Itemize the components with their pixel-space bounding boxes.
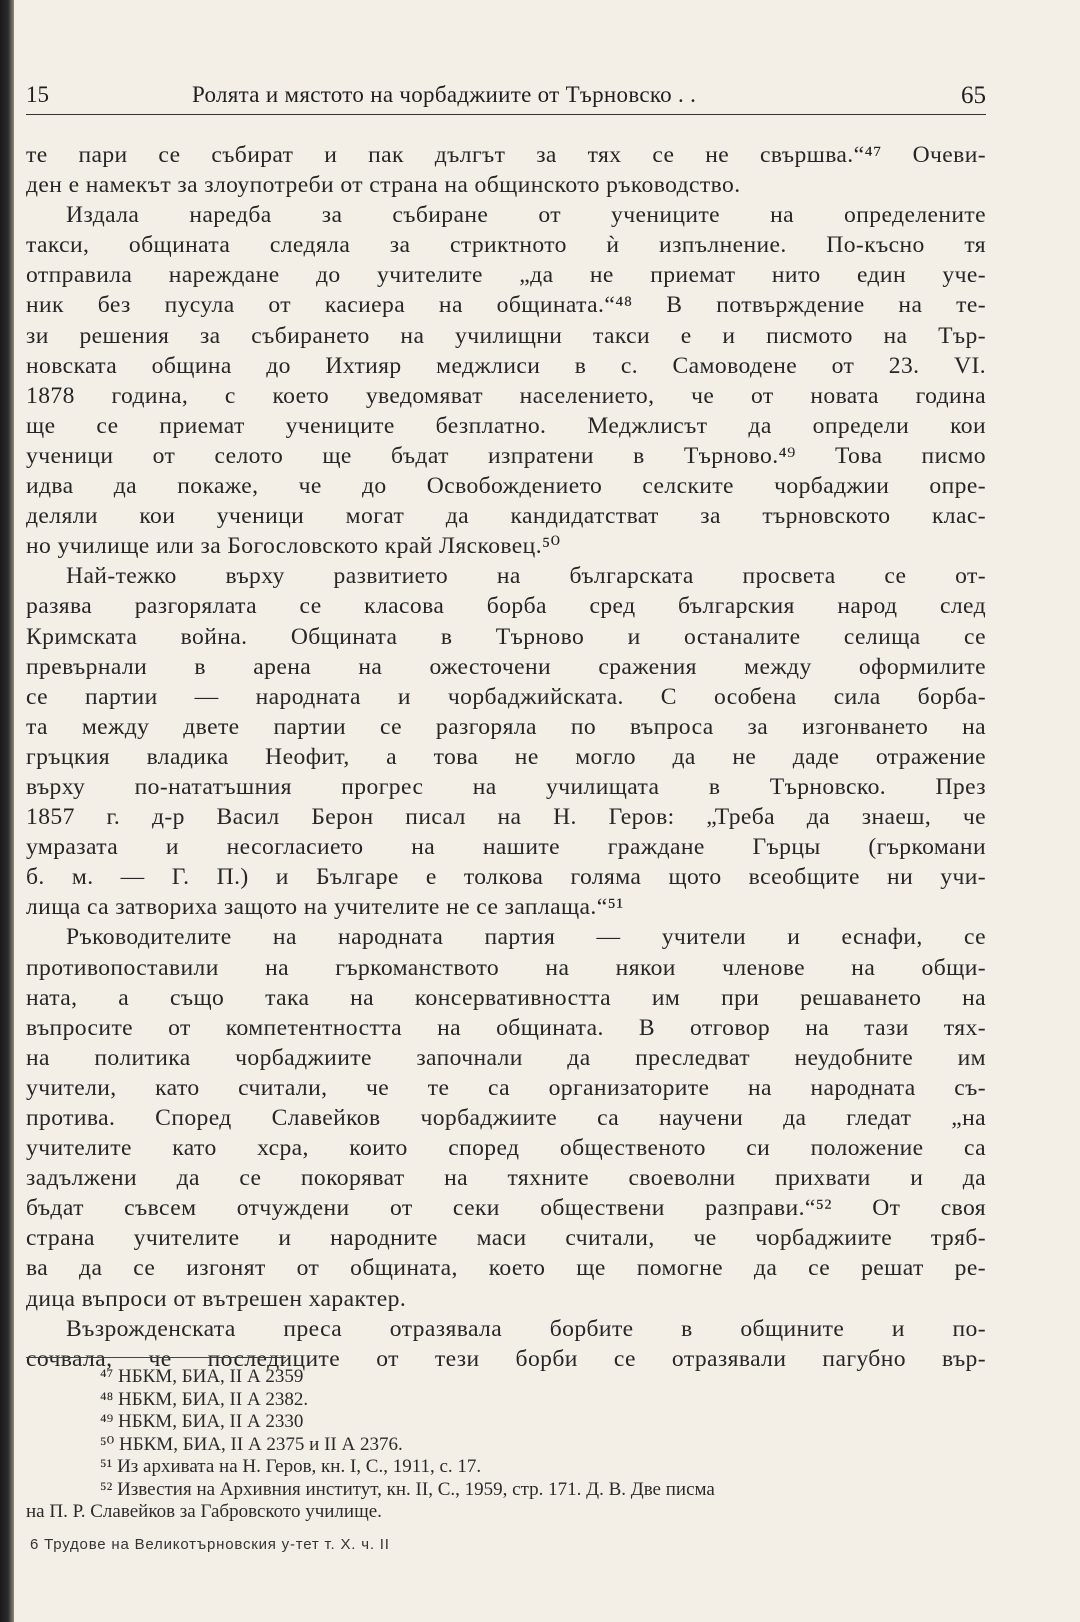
footnote: ⁵⁰ НБКМ, БИА, II А 2375 и II А 2376. bbox=[100, 1433, 403, 1455]
text-line: Най-тежко върху развитието на българската просвета се от- bbox=[66, 563, 986, 590]
text-line: страна учителите и народните маси считали, че чорбаджиите тряб- bbox=[26, 1225, 986, 1252]
text-line: дица въпроси от вътрешен характер. bbox=[26, 1285, 407, 1312]
header-left-number: 15 bbox=[26, 82, 49, 107]
text-line: умразата и несогласието на нашите граждане Гърцы (гъркомани bbox=[26, 834, 986, 861]
footnote: ⁴⁸ НБКМ, БИА, II А 2382. bbox=[100, 1388, 309, 1410]
binding-edge bbox=[0, 0, 14, 1622]
text-line: зи решения за събирането на училищни такси е и писмото на Тър- bbox=[26, 322, 986, 349]
footnote: ⁴⁹ НБКМ, БИА, II А 2330 bbox=[100, 1411, 304, 1432]
text-line: ден е намекът за злоупотреби от страна на общинското ръководство. bbox=[26, 172, 741, 199]
text-line: Ръководителите на народната партия — учители и еснафи, се bbox=[66, 924, 986, 951]
text-line: ще се приемат учениците безплатно. Меджлисът да определи кои bbox=[26, 412, 986, 439]
footnote-rule bbox=[26, 1357, 286, 1358]
text-line: новската община до Ихтияр меджлиси в с. Самоводене от 23. VI. bbox=[26, 352, 986, 379]
text-line: такси, общината следяла за стриктното ѝ изпълнение. По-късно тя bbox=[26, 232, 986, 259]
book-page bbox=[14, 0, 1080, 1622]
text-line: се партии — народната и чорбаджийската. С особена сила борба- bbox=[26, 683, 986, 710]
text-line: сочвала, че последиците от тези борби се отразявали пагубно вър- bbox=[26, 1345, 986, 1372]
footnote-continuation: на П. Р. Славейков за Габровското училище. bbox=[26, 1501, 382, 1522]
header-rule bbox=[26, 114, 986, 115]
text-line: идва да покаже, че до Освобождението селските чорбаджии опре- bbox=[26, 473, 986, 500]
text-line: ната, а също така на консервативността им при решаването на bbox=[26, 984, 986, 1011]
running-title: Ролята и мястото на чорбаджиите от Търновско . . bbox=[192, 82, 697, 107]
text-line: лища са затвориха защото на учителите не се заплаща.“⁵¹ bbox=[26, 894, 624, 921]
printer-signature: 6 Трудове на Великотърновския у-тет т. Х. ч. II bbox=[30, 1536, 390, 1553]
text-line: но училище или за Богословското край Лясковец.⁵⁰ bbox=[26, 533, 561, 560]
text-line: гръцкия владика Неофит, а това не могло да не даде отражение bbox=[26, 743, 986, 770]
text-line: противопоставили на гъркоманството на някои членове на общи- bbox=[26, 954, 986, 981]
text-line: ученици от селото ще бъдат изпратени в Търново.⁴⁹ Това писмо bbox=[26, 442, 986, 469]
running-header bbox=[26, 82, 986, 112]
text-line: учители, като считали, че те са организаторите на народната съ- bbox=[26, 1074, 986, 1101]
text-line: Издала наредба за събиране от учениците на определените bbox=[66, 202, 986, 229]
footnotes bbox=[26, 1366, 986, 1524]
text-line: 1878 година, с което уведомяват населението, че от новата година bbox=[26, 382, 986, 409]
text-line: 1857 г. д-р Васил Берон писал на Н. Геров: „Треба да знаеш, че bbox=[26, 804, 986, 831]
footnote: ⁵² Известия на Архивния институт, кн. II, С., 1959, стр. 171. Д. В. Две писма bbox=[100, 1478, 715, 1500]
text-line: на политика чорбаджиите започнали да преследват неудобните им bbox=[26, 1044, 986, 1071]
text-line: протива. Според Славейков чорбаджиите са научени да гледат „на bbox=[26, 1105, 986, 1131]
text-line: ник без пусула от касиера на общината.“⁴⁸ В потвърждение на те- bbox=[26, 292, 986, 319]
text-line: бъдат съвсем отчуждени от секи обществени разправи.“⁵² От своя bbox=[26, 1195, 986, 1222]
text-line: б. м. — Г. П.) и Българе е толкова голяма щото всеобщите ни учи- bbox=[26, 864, 986, 891]
text-line: та между двете партии се разгоряла по въпроса за изгонването на bbox=[26, 713, 986, 740]
page-number: 65 bbox=[961, 82, 986, 109]
text-line: въпросите от компетентността на общината. В отговор на тази тях- bbox=[26, 1014, 986, 1041]
text-line: отправила нареждане до учителите „да не приемат нито един уче- bbox=[26, 262, 986, 289]
text-line: върху по-нататъшния прогрес на училищата в Търновско. През bbox=[26, 773, 986, 800]
text-line: разява разгорялата се класова борба сред българския народ след bbox=[26, 593, 986, 620]
text-line: Кримската война. Общината в Търново и останалите селища се bbox=[26, 623, 986, 650]
text-line: Възрожденската преса отразявала борбите в общините и по- bbox=[66, 1315, 986, 1342]
text-line: ва да се изгонят от общината, което ще помогне да се решат ре- bbox=[26, 1255, 986, 1282]
text-line: деляли кои ученици могат да кандидатстват за търновското клас- bbox=[26, 503, 986, 530]
text-line: задължени да се покоряват на тяхните своеволни прихвати и да bbox=[26, 1165, 986, 1192]
text-line: превърнали в арена на ожесточени сражения между оформилите bbox=[26, 653, 986, 680]
footnote: ⁵¹ Из архивата на Н. Геров, кн. I, С., 1911, с. 17. bbox=[100, 1456, 482, 1477]
text-line: те пари се събират и пак дългът за тях се не свършва.“⁴⁷ Очеви- bbox=[26, 142, 986, 168]
text-line: учителите като хсра, които според общественото си положение са bbox=[26, 1135, 986, 1162]
body-text bbox=[26, 140, 986, 1374]
footnote: ⁴⁷ НБКМ, БИА, II А 2359 bbox=[100, 1366, 304, 1387]
